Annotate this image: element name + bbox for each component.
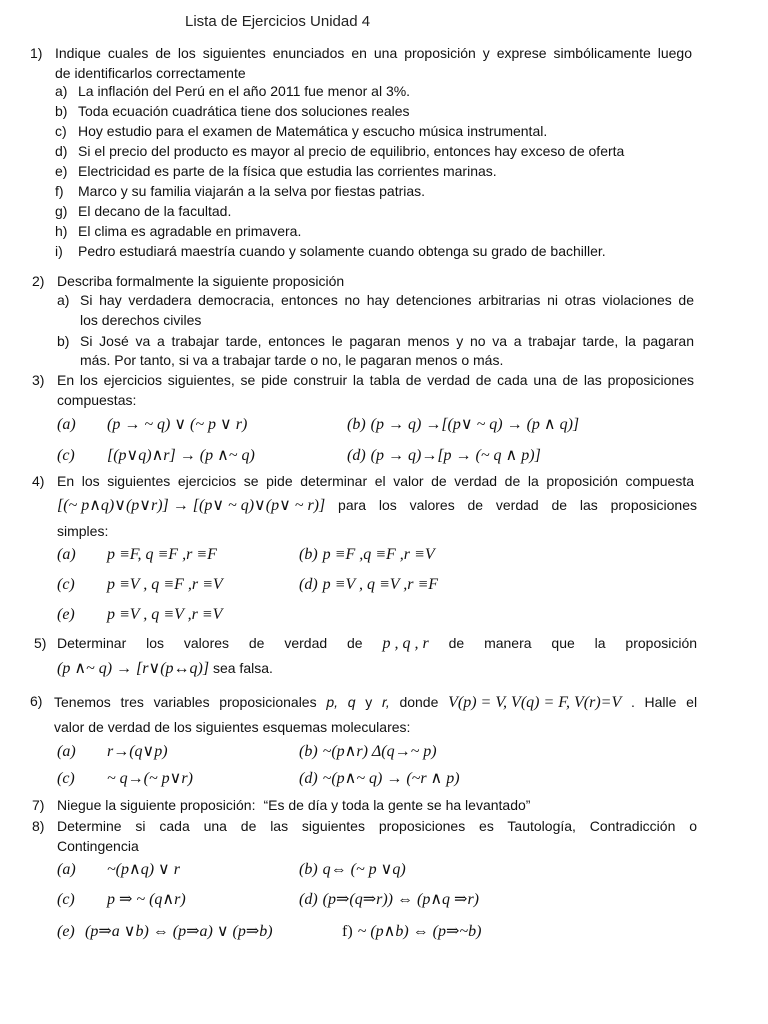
exercise-4-case-c [57, 572, 223, 598]
case-label: (c) [57, 576, 75, 593]
formula: [(p∨q)∧r] → (p ∧~ q) [107, 447, 255, 464]
exercise-2-item-b-label: b) [57, 333, 70, 349]
exercise-2-item-b-text: Si José va a trabajar tarde, entonces le pagaran menos y no va a trabajar tarde, la pagaran [80, 333, 694, 349]
case-values: p ≡F, q ≡F ,r ≡F [107, 546, 217, 563]
variable-r: r, [381, 694, 390, 710]
exercise-5-text-tail: sea falsa. [212, 660, 273, 676]
formula-label: (e) [57, 923, 75, 940]
exercise-5-variables: p , q , r [382, 635, 429, 652]
exercise-5-proposition: (p ∧~ q) → [r∨(p↔q)] [57, 660, 210, 677]
formula: (p⇒a ∨b) ⇔ (p⇒a) ∨ (p⇒b) [85, 923, 273, 940]
exercise-2-item-a-text: Si hay verdadera democracia, entonces no hay detenciones arbitrarias ni otras violaciones de [80, 292, 694, 308]
item-text: Hoy estudio para el examen de Matemática y escucho música instrumental. [78, 123, 548, 139]
exercise-8-statement-continued: Contingencia [57, 838, 139, 854]
exercise-2-item-b-text-continued: más. Por tanto, si va a trabajar tarde o no, le pagaran menos o más. [80, 352, 504, 368]
exercise-5-text-end: de manera que la proposición [448, 635, 698, 651]
exercise-4-statement: En los siguientes ejercicios se pide determinar el valor de verdad de la proposición compuesta [57, 473, 694, 489]
exercise-8-formula-e [57, 919, 273, 945]
exercise-5-number: 5) [34, 635, 47, 651]
item-label: c) [55, 123, 67, 139]
formula-label: (b) [299, 861, 318, 878]
exercise-3-formula-a [57, 412, 247, 438]
item-label: b) [55, 103, 68, 119]
exercise-6-statement-continued: valor de verdad de los siguientes esquemas moleculares: [54, 719, 411, 735]
item-text: Pedro estudiará maestría cuando y solamente cuando obtenga su grado de bachiller. [78, 243, 606, 259]
formula-label: (d) [299, 770, 318, 787]
exercise-6-number: 6) [30, 693, 43, 709]
item-text: Marco y su familia viajarán a la selva por fiestas patrias. [78, 183, 426, 199]
exercise-5-statement [57, 631, 697, 655]
exercise-3-statement-continued: compuestas: [57, 392, 137, 408]
formula: r→(q∨p) [107, 743, 168, 760]
exercise-8-formula-b [299, 857, 406, 883]
case-values: p ≡V , q ≡V ,r ≡V [107, 606, 223, 623]
exercise-3-statement: En los ejercicios siguientes, se pide construir la tabla de verdad de cada una de las proposiciones [57, 372, 694, 388]
page-title: Lista de Ejercicios Unidad 4 [185, 13, 371, 30]
exercise-1-item-f [55, 181, 425, 201]
case-values: p ≡V , q ≡V ,r ≡F [322, 576, 439, 593]
exercise-7-quote: “Es de día y toda la gente se ha levantado” [263, 797, 531, 813]
exercise-6-formula-a [57, 739, 168, 765]
case-values: p ≡F ,q ≡F ,r ≡V [322, 546, 435, 563]
exercise-1-item-e [55, 161, 497, 181]
formula-label: (c) [57, 891, 75, 908]
exercise-4-case-b [299, 542, 435, 568]
exercise-2-number: 2) [32, 273, 45, 289]
exercise-2-item-a-label: a) [57, 292, 70, 308]
exercise-8-formula-c [57, 887, 186, 913]
conjunction-word: y [365, 694, 373, 710]
formula-label: f) [342, 923, 353, 940]
exercise-5-proposition-line [57, 656, 273, 680]
exercise-1-item-i [55, 241, 606, 261]
exercise-6-formula-b [299, 739, 437, 765]
formula-label: (a) [57, 861, 76, 878]
item-text: Electricidad es parte de la física que estudia las corrientes marinas. [78, 163, 497, 179]
truth-assignment: V(p) = V, V(q) = F, V(r)=V [448, 694, 622, 711]
formula: ~ (p∧b) ⇔ (p⇒~b) [357, 923, 482, 940]
formula-label: (c) [57, 447, 75, 464]
exercise-4-number: 4) [32, 473, 45, 489]
exercise-1-number: 1) [30, 45, 43, 61]
exercise-4-compound-line [57, 493, 697, 517]
exercise-2-item-a-text-continued: los derechos civiles [80, 312, 202, 328]
case-label: (b) [299, 546, 318, 563]
exercise-4-statement-continued: para los valores de verdad de las proposiciones [338, 497, 697, 513]
item-label: e) [55, 163, 68, 179]
exercise-4-statement-end: simples: [57, 523, 109, 539]
formula: p ⇒ ~ (q∧r) [107, 891, 186, 908]
exercise-8-formula-a [57, 857, 180, 883]
exercise-6-statement [54, 690, 697, 714]
exercise-4-case-e [57, 602, 222, 628]
item-text: El decano de la facultad. [78, 203, 232, 219]
exercise-6-text-mid: donde [399, 694, 439, 710]
item-label: f) [55, 183, 64, 199]
item-label: h) [55, 223, 68, 239]
item-text: La inflación del Perú en el año 2011 fue menor al 3%. [78, 83, 411, 99]
exercise-3-number: 3) [32, 372, 45, 388]
case-label: (d) [299, 576, 318, 593]
formula-label: (c) [57, 770, 75, 787]
formula: (p⇒(q⇒r)) ⇔ (p∧q ⇒r) [322, 891, 480, 908]
formula-label: (d) [299, 891, 318, 908]
exercise-6-formula-c [57, 766, 193, 792]
formula-label: (b) [299, 743, 318, 760]
formula: ~(p∧r) Δ(q→~ p) [322, 743, 437, 760]
exercise-7-number: 7) [32, 797, 45, 813]
formula: (p → q) →[(p∨ ~ q) → (p ∧ q)] [370, 416, 580, 433]
case-values: p ≡V , q ≡F ,r ≡V [107, 576, 223, 593]
exercise-8-number: 8) [32, 818, 45, 834]
exercise-2-statement: Describa formalmente la siguiente proposición [57, 273, 345, 289]
formula: ~ q→(~ p∨r) [107, 770, 193, 787]
item-text: Si el precio del producto es mayor al precio de equilibrio, entonces hay exceso de oferta [78, 143, 625, 159]
formula: (p → ~ q) ∨ (~ p ∨ r) [107, 416, 248, 433]
exercise-1-statement-continued: de identificarlos correctamente [55, 65, 246, 81]
exercise-3-formula-b [347, 412, 579, 438]
case-label: (e) [57, 606, 75, 623]
exercise-1-item-b [55, 101, 410, 121]
item-label: i) [55, 243, 63, 259]
exercise-8-statement: Determine si cada una de las siguientes proposiciones es Tautología, Contradicción o [57, 818, 697, 834]
exercise-6-formula-d [299, 766, 460, 792]
compound-proposition: [(~ p∧q)∨(p∨r)] → [(p∨ ~ q)∨(p∨ ~ r)] [57, 497, 326, 514]
item-text: El clima es agradable en primavera. [78, 223, 302, 239]
item-label: g) [55, 203, 68, 219]
exercise-6-text-start: Tenemos tres variables proposicionales [54, 694, 317, 710]
formula-label: (b) [347, 416, 366, 433]
exercise-1-statement: Indique cuales de los siguientes enunciados en una proposición y exprese simbólicamente luego [55, 45, 692, 61]
exercise-7-statement [57, 795, 530, 815]
exercise-1-item-g [55, 201, 231, 221]
exercise-1-item-a [55, 81, 410, 101]
formula: q⇔ (~ p ∨q) [322, 861, 406, 878]
exercise-7-text: Niegue la siguiente proposición: [57, 797, 256, 813]
variable-q: q [347, 694, 356, 710]
exercise-4-case-a [57, 542, 217, 568]
exercise-1-item-c [55, 121, 547, 141]
formula: ~(p∧q) ∨ r [107, 861, 180, 878]
item-label: d) [55, 143, 68, 159]
formula-label: (d) [347, 447, 366, 464]
formula-label: (a) [57, 743, 76, 760]
item-text: Toda ecuación cuadrática tiene dos soluciones reales [78, 103, 410, 119]
exercise-8-formula-f [342, 919, 481, 945]
exercise-3-formula-c [57, 443, 255, 469]
exercise-1-item-d [55, 141, 624, 161]
exercise-3-formula-d [347, 443, 541, 469]
variable-p: p, [326, 694, 338, 710]
exercise-4-case-d [299, 572, 438, 598]
formula: ~(p∧~ q) → (~r ∧ p) [322, 770, 460, 787]
formula-label: (a) [57, 416, 76, 433]
item-label: a) [55, 83, 68, 99]
exercise-5-text-start: Determinar los valores de verdad de [57, 635, 363, 651]
exercise-1-item-h [55, 221, 301, 241]
exercise-8-formula-d [299, 887, 479, 913]
formula: (p → q)→[p → (~ q ∧ p)] [370, 447, 541, 464]
case-label: (a) [57, 546, 76, 563]
exercise-6-text-end: . Halle el [630, 694, 698, 710]
